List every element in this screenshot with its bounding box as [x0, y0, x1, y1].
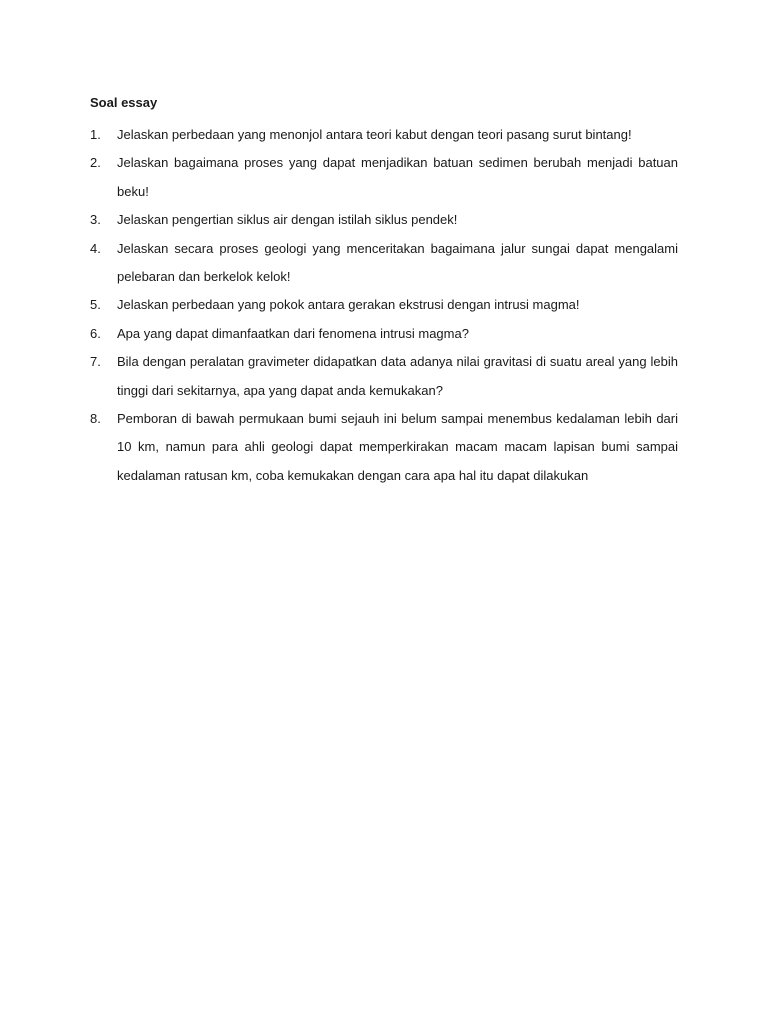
question-number: 6.: [90, 325, 101, 341]
question-number: 5.: [90, 297, 101, 313]
question-text: Jelaskan pengertian siklus air dengan istilah siklus pendek!: [117, 212, 458, 228]
question-text: Apa yang dapat dimanfaatkan dari fenomena intrusi magma?: [117, 325, 469, 341]
question-number: 2.: [90, 155, 101, 171]
question-number: 8.: [90, 411, 101, 427]
question-number: 7.: [90, 354, 101, 370]
question-number: 4.: [90, 240, 101, 256]
question-item-2: [90, 149, 678, 206]
document-content: [90, 93, 678, 490]
question-number: 1.: [90, 127, 101, 142]
document-title: Soal essay: [90, 95, 158, 110]
question-text: Jelaskan secara proses geologi yang menceritakan bagaimana jalur sungai dapat mengalami pelebaran dan berkelok kelok!: [117, 240, 678, 285]
question-text: Jelaskan perbedaan yang pokok antara gerakan ekstrusi dengan intrusi magma!: [117, 297, 580, 313]
question-item-1: [90, 121, 678, 149]
question-item-6: [90, 320, 678, 348]
question-text: Jelaskan bagaimana proses yang dapat menjadikan batuan sedimen berubah menjadi batuan beku!: [117, 155, 678, 199]
question-text: Pemboran di bawah permukaan bumi sejauh ini belum sampai menembus kedalaman lebih dari 10 km, namun para ahli geologi dapat memperkirakan macam macam lapisan bumi sampai kedalaman ratusan km, coba kemukakan dengan cara apa hal itu dapat dilakukan: [117, 411, 678, 483]
question-item-5: [90, 291, 678, 319]
question-item-4: [90, 235, 678, 292]
question-text: Jelaskan perbedaan yang menonjol antara teori kabut dengan teori pasang surut bintang!: [117, 127, 632, 142]
question-item-3: [90, 206, 678, 234]
question-number: 3.: [90, 212, 101, 228]
question-item-8: [90, 405, 678, 490]
question-text: Bila dengan peralatan gravimeter didapatkan data adanya nilai gravitasi di suatu areal yang lebih tinggi dari sekitarnya, apa yang dapat anda kemukakan?: [117, 354, 678, 398]
question-list: [90, 121, 678, 490]
question-item-7: [90, 348, 678, 405]
